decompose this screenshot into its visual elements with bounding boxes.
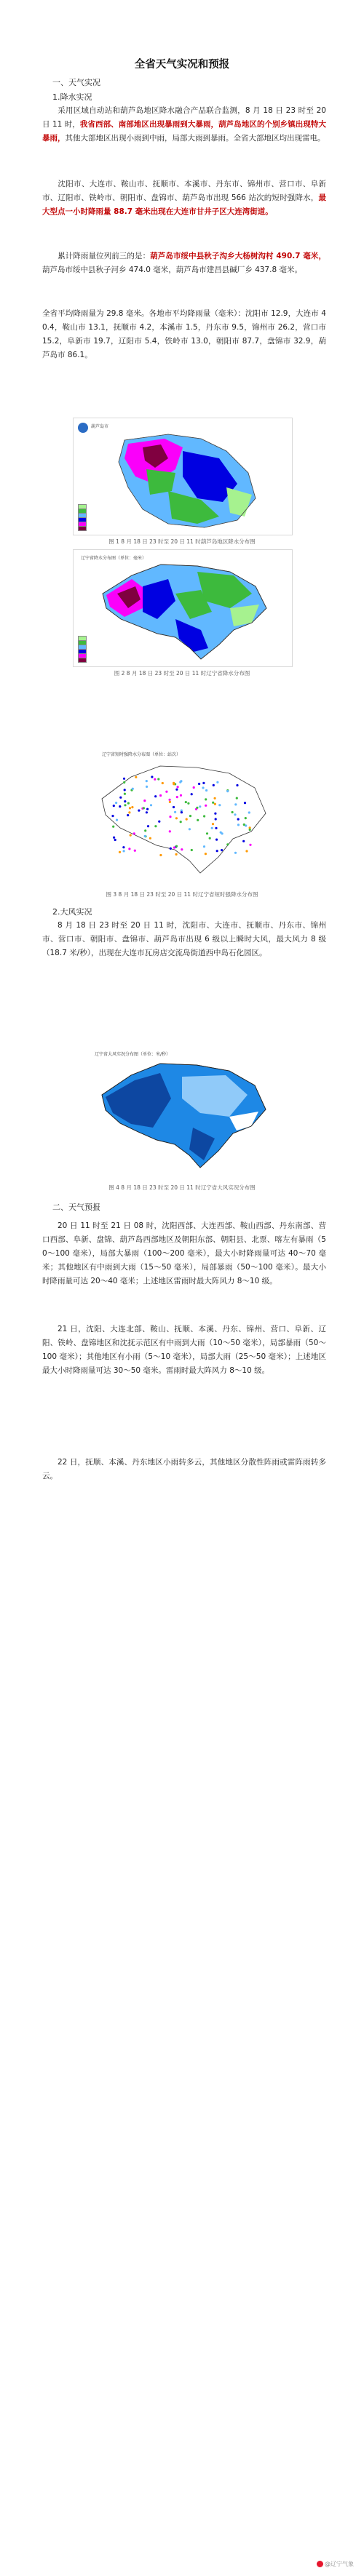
station-map-graphic	[73, 748, 291, 886]
station-dot	[165, 791, 167, 793]
station-dot	[180, 794, 182, 797]
station-dot	[249, 844, 251, 846]
station-dot	[119, 805, 121, 808]
station-dot	[150, 804, 152, 806]
station-dot	[154, 795, 157, 797]
station-dot	[173, 782, 175, 784]
map-title: 辽宁省短时强降水分布图（单位：站次）	[102, 752, 181, 757]
station-dot	[215, 818, 217, 820]
station-dot	[122, 846, 124, 848]
map-liaoning-rainfall	[73, 549, 293, 667]
station-dot	[147, 825, 149, 827]
station-dot	[213, 784, 215, 786]
station-dot	[116, 819, 118, 821]
station-dot	[149, 837, 151, 840]
station-dot	[242, 840, 245, 842]
subheading-rain: 1.降水实况	[52, 92, 92, 102]
station-dot	[186, 818, 188, 821]
station-dot	[205, 789, 207, 791]
station-dot	[146, 811, 148, 813]
station-dot	[130, 834, 132, 837]
map-huludao-rainfall	[73, 418, 293, 535]
station-dot	[113, 805, 115, 807]
station-dot	[226, 843, 229, 845]
station-dot	[245, 817, 247, 819]
station-dot	[162, 782, 164, 784]
station-dot	[123, 850, 125, 852]
station-dot	[234, 852, 237, 854]
map-title: 辽宁省大风实况分布图（单位：米/秒）	[95, 1052, 171, 1057]
station-dot	[174, 811, 176, 813]
station-dot	[191, 793, 193, 795]
station-dot	[119, 797, 122, 799]
station-dot	[170, 848, 172, 850]
station-dot	[215, 839, 218, 841]
station-dot	[146, 808, 149, 810]
paragraph-average-rain: 全省平均降雨量为 29.8 毫米。各地市平均降雨量（毫米）：沈阳市 12.9，大连市 40.4，鞍山市 13.1，抚顺市 4.2，本溪市 1.5，丹东市 9.5，锦州市 26.2，营口市 15.2，阜新市 19.7，辽阳市 5.4，铁岭市 13.0，朝阳市 87.7，盘锦市 32.9，葫芦岛市 86.1。	[42, 309, 326, 359]
station-dot	[187, 802, 189, 805]
figure-caption-4: 图 4 8 月 18 日 23 时至 20 日 11 时辽宁省大风实况分布图	[108, 1184, 256, 1191]
station-dot	[113, 837, 115, 839]
map-title: 葫芦岛市	[91, 424, 109, 429]
station-dot	[169, 816, 171, 818]
weibo-watermark: @辽宁气象	[317, 2560, 354, 2569]
station-dot	[221, 849, 223, 851]
station-dot	[197, 819, 199, 821]
weather-bureau-logo	[78, 423, 88, 433]
map-legend	[78, 504, 103, 530]
station-dot	[143, 799, 146, 802]
page-title: 全省天气实况和预报	[134, 59, 230, 71]
station-dot	[111, 815, 114, 817]
station-dot	[158, 821, 160, 823]
figure-caption-2: 图 2 8 月 18 日 23 时至 20 日 11 时辽宁省降水分布图	[114, 670, 250, 677]
station-dot	[202, 786, 204, 789]
station-dot	[176, 796, 178, 798]
station-dot	[189, 828, 191, 830]
station-dot	[169, 799, 171, 801]
station-dot	[134, 850, 136, 852]
station-dot	[244, 802, 246, 804]
station-dot	[205, 853, 207, 855]
figure-caption-3: 图 3 8 月 18 日 23 时至 20 日 11 时辽宁省短时强降水分布图	[106, 891, 258, 898]
station-dot	[179, 781, 181, 783]
station-dot	[198, 783, 200, 785]
station-dot	[123, 778, 125, 780]
station-dot	[215, 827, 217, 829]
station-dot	[154, 825, 157, 827]
station-dot	[212, 802, 214, 804]
station-dot	[212, 823, 214, 825]
station-dot	[123, 781, 125, 783]
weibo-icon	[317, 2561, 323, 2567]
station-dot	[115, 802, 117, 804]
station-dot	[175, 845, 178, 848]
station-dot	[173, 847, 175, 849]
station-dot	[214, 803, 216, 805]
station-dot	[237, 818, 240, 821]
station-dot	[131, 806, 133, 808]
station-dot	[236, 784, 238, 786]
station-dot	[181, 848, 183, 850]
station-dot	[112, 826, 114, 828]
station-dot	[189, 815, 191, 817]
station-dot	[124, 789, 126, 791]
station-dot	[209, 837, 211, 840]
paragraph-rain-overview: 采用区域自动站和葫芦岛地区降水融合产品联合监测，8 月 18 日 23 时至 20 日 11 时，我省西部、南部地区出现暴雨到大暴雨，葫芦岛地区的个别乡镇出现特大暴雨，其他大部地区出现小雨到中雨，局部大雨到暴雨。全省大部地区均出现雷电。	[42, 106, 327, 143]
station-dot	[144, 829, 146, 832]
station-dot	[128, 848, 130, 850]
paragraph-forecast-20: 20 日 11 时至 21 日 08 时，沈阳西部、大连西部、鞍山西部、丹东南部、营口西部、阜新、盘锦、葫芦岛西部地区及朝阳东部、朝阳县、北票、喀左有暴雨（50～100 毫米），局部大暴雨（100～200 毫米），最大小时降雨量可达 40～70 毫米；其他地区有中雨到大雨（15～50 毫米），局部暴雨（50～100 毫米）。最大小时降雨量可达 20～40 毫米；上述地区雷雨时最大阵风力 8～10 级。	[42, 1221, 326, 1285]
station-dot	[138, 810, 140, 812]
figure-caption-1: 图 1 8 月 18 日 23 时至 20 日 11 时葫芦岛地区降水分布图	[108, 538, 256, 545]
paragraph-accumulated-rain: 累计降雨量位列前三的是：葫芦岛市绥中县秋子沟乡大杨树沟村 490.7 毫米，葫芦岛市绥中县秋子河乡 474.0 毫米，葫芦岛市建昌县碱厂乡 437.8 毫米。	[42, 252, 326, 274]
station-dot	[196, 807, 198, 809]
station-dot	[175, 853, 178, 856]
station-dot	[216, 781, 218, 783]
station-dot	[173, 806, 175, 808]
station-dot	[245, 850, 248, 852]
station-dot	[237, 824, 240, 826]
station-dot	[211, 827, 213, 829]
station-dot	[234, 803, 237, 805]
station-dot	[143, 807, 145, 809]
map-wind	[73, 1048, 291, 1179]
station-dot	[159, 854, 162, 856]
section-heading-forecast: 二、天气预报	[52, 1203, 100, 1212]
map-short-heavy-rain	[73, 748, 291, 886]
paragraph-wind: 8 月 18 日 23 时至 20 日 11 时，沈阳市、大连市、抚顺市、丹东市、锦州市、营口市、朝阳市、盘锦市、葫芦岛市出现 6 级以上瞬时大风，最大风力 8 级（18.7 米/秒），出现在大连市瓦房店交流岛街道西中岛石化园区。	[42, 921, 326, 957]
section-heading-observations: 一、天气实况	[52, 78, 100, 87]
subheading-wind: 2.大风实况	[52, 907, 92, 917]
station-dot	[248, 811, 250, 813]
station-dot	[132, 788, 134, 790]
station-dot	[119, 851, 121, 853]
station-dot	[191, 849, 193, 851]
station-dot	[243, 824, 245, 826]
station-dot	[154, 778, 156, 781]
station-dot	[151, 775, 153, 778]
station-dot	[146, 786, 148, 788]
station-dot	[128, 811, 130, 813]
station-dot	[193, 786, 195, 789]
station-dot	[205, 805, 207, 807]
paragraph-forecast-22: 22 日，抚顺、本溪、丹东地区小雨转多云，其他地区分散性阵雨或雷阵雨转多云。	[42, 1458, 326, 1480]
rainfall-map-graphic	[74, 418, 292, 535]
map-title: 辽宁省降水分布图（单位：毫米）	[81, 556, 147, 561]
station-dot	[214, 797, 216, 799]
station-dot	[181, 811, 183, 813]
station-dot	[236, 797, 238, 799]
station-dot	[249, 829, 251, 831]
station-dot	[203, 845, 205, 848]
station-dot	[169, 830, 171, 832]
station-dot	[135, 776, 137, 778]
station-dot	[124, 793, 126, 795]
station-dot	[203, 815, 205, 817]
station-dot	[199, 805, 201, 808]
wind-map-graphic	[73, 1048, 291, 1179]
station-dot	[114, 839, 116, 841]
station-dot	[214, 813, 216, 815]
station-dot	[169, 801, 171, 803]
station-dot	[205, 798, 207, 800]
station-dot	[180, 821, 182, 823]
station-dot	[133, 832, 135, 834]
station-dot	[232, 811, 234, 813]
rainfall-map-graphic	[74, 550, 292, 666]
paragraph-forecast-21: 21 日，沈阳、大连北部、鞍山、抚顺、本溪、丹东、锦州、营口、阜新、辽阳、铁岭、盘锦地区和沈抚示范区有中雨到大雨（10～50 毫米），局部暴雨（50～100 毫米）；其他地区有小雨（5～10 毫米），局部大雨（25～50 毫米）；上述地区最大小时降雨量可达 30～50 毫米。雷雨时最大阵风力 8～10 级。	[42, 1325, 326, 1375]
station-dot	[159, 794, 162, 797]
station-dot	[127, 814, 129, 816]
map-legend	[78, 636, 103, 662]
station-dot	[129, 807, 131, 809]
station-dot	[144, 835, 146, 837]
station-dot	[185, 801, 187, 803]
station-dot	[124, 804, 126, 806]
station-dot	[206, 832, 208, 834]
station-dot	[218, 804, 221, 806]
station-dot	[202, 782, 205, 784]
station-dot	[216, 850, 218, 852]
station-dot	[146, 780, 148, 782]
station-dot	[157, 778, 159, 780]
station-dot	[220, 832, 222, 834]
station-dot	[177, 786, 179, 788]
paragraph-short-heavy-rain: 沈阳市、大连市、鞍山市、抚顺市、本溪市、丹东市、锦州市、营口市、阜新市、辽阳市、铁岭市、朝阳市、盘锦市、葫芦岛市出现 566 站次的短时强降水，最大型点一小时降雨量 88.7 毫米出现在大连市甘井子区大连湾街道。	[42, 180, 326, 216]
station-dot	[175, 789, 178, 791]
station-dot	[127, 802, 130, 805]
station-dot	[175, 817, 178, 819]
station-dot	[234, 813, 236, 816]
station-dot	[124, 800, 126, 802]
station-dot	[226, 790, 229, 792]
